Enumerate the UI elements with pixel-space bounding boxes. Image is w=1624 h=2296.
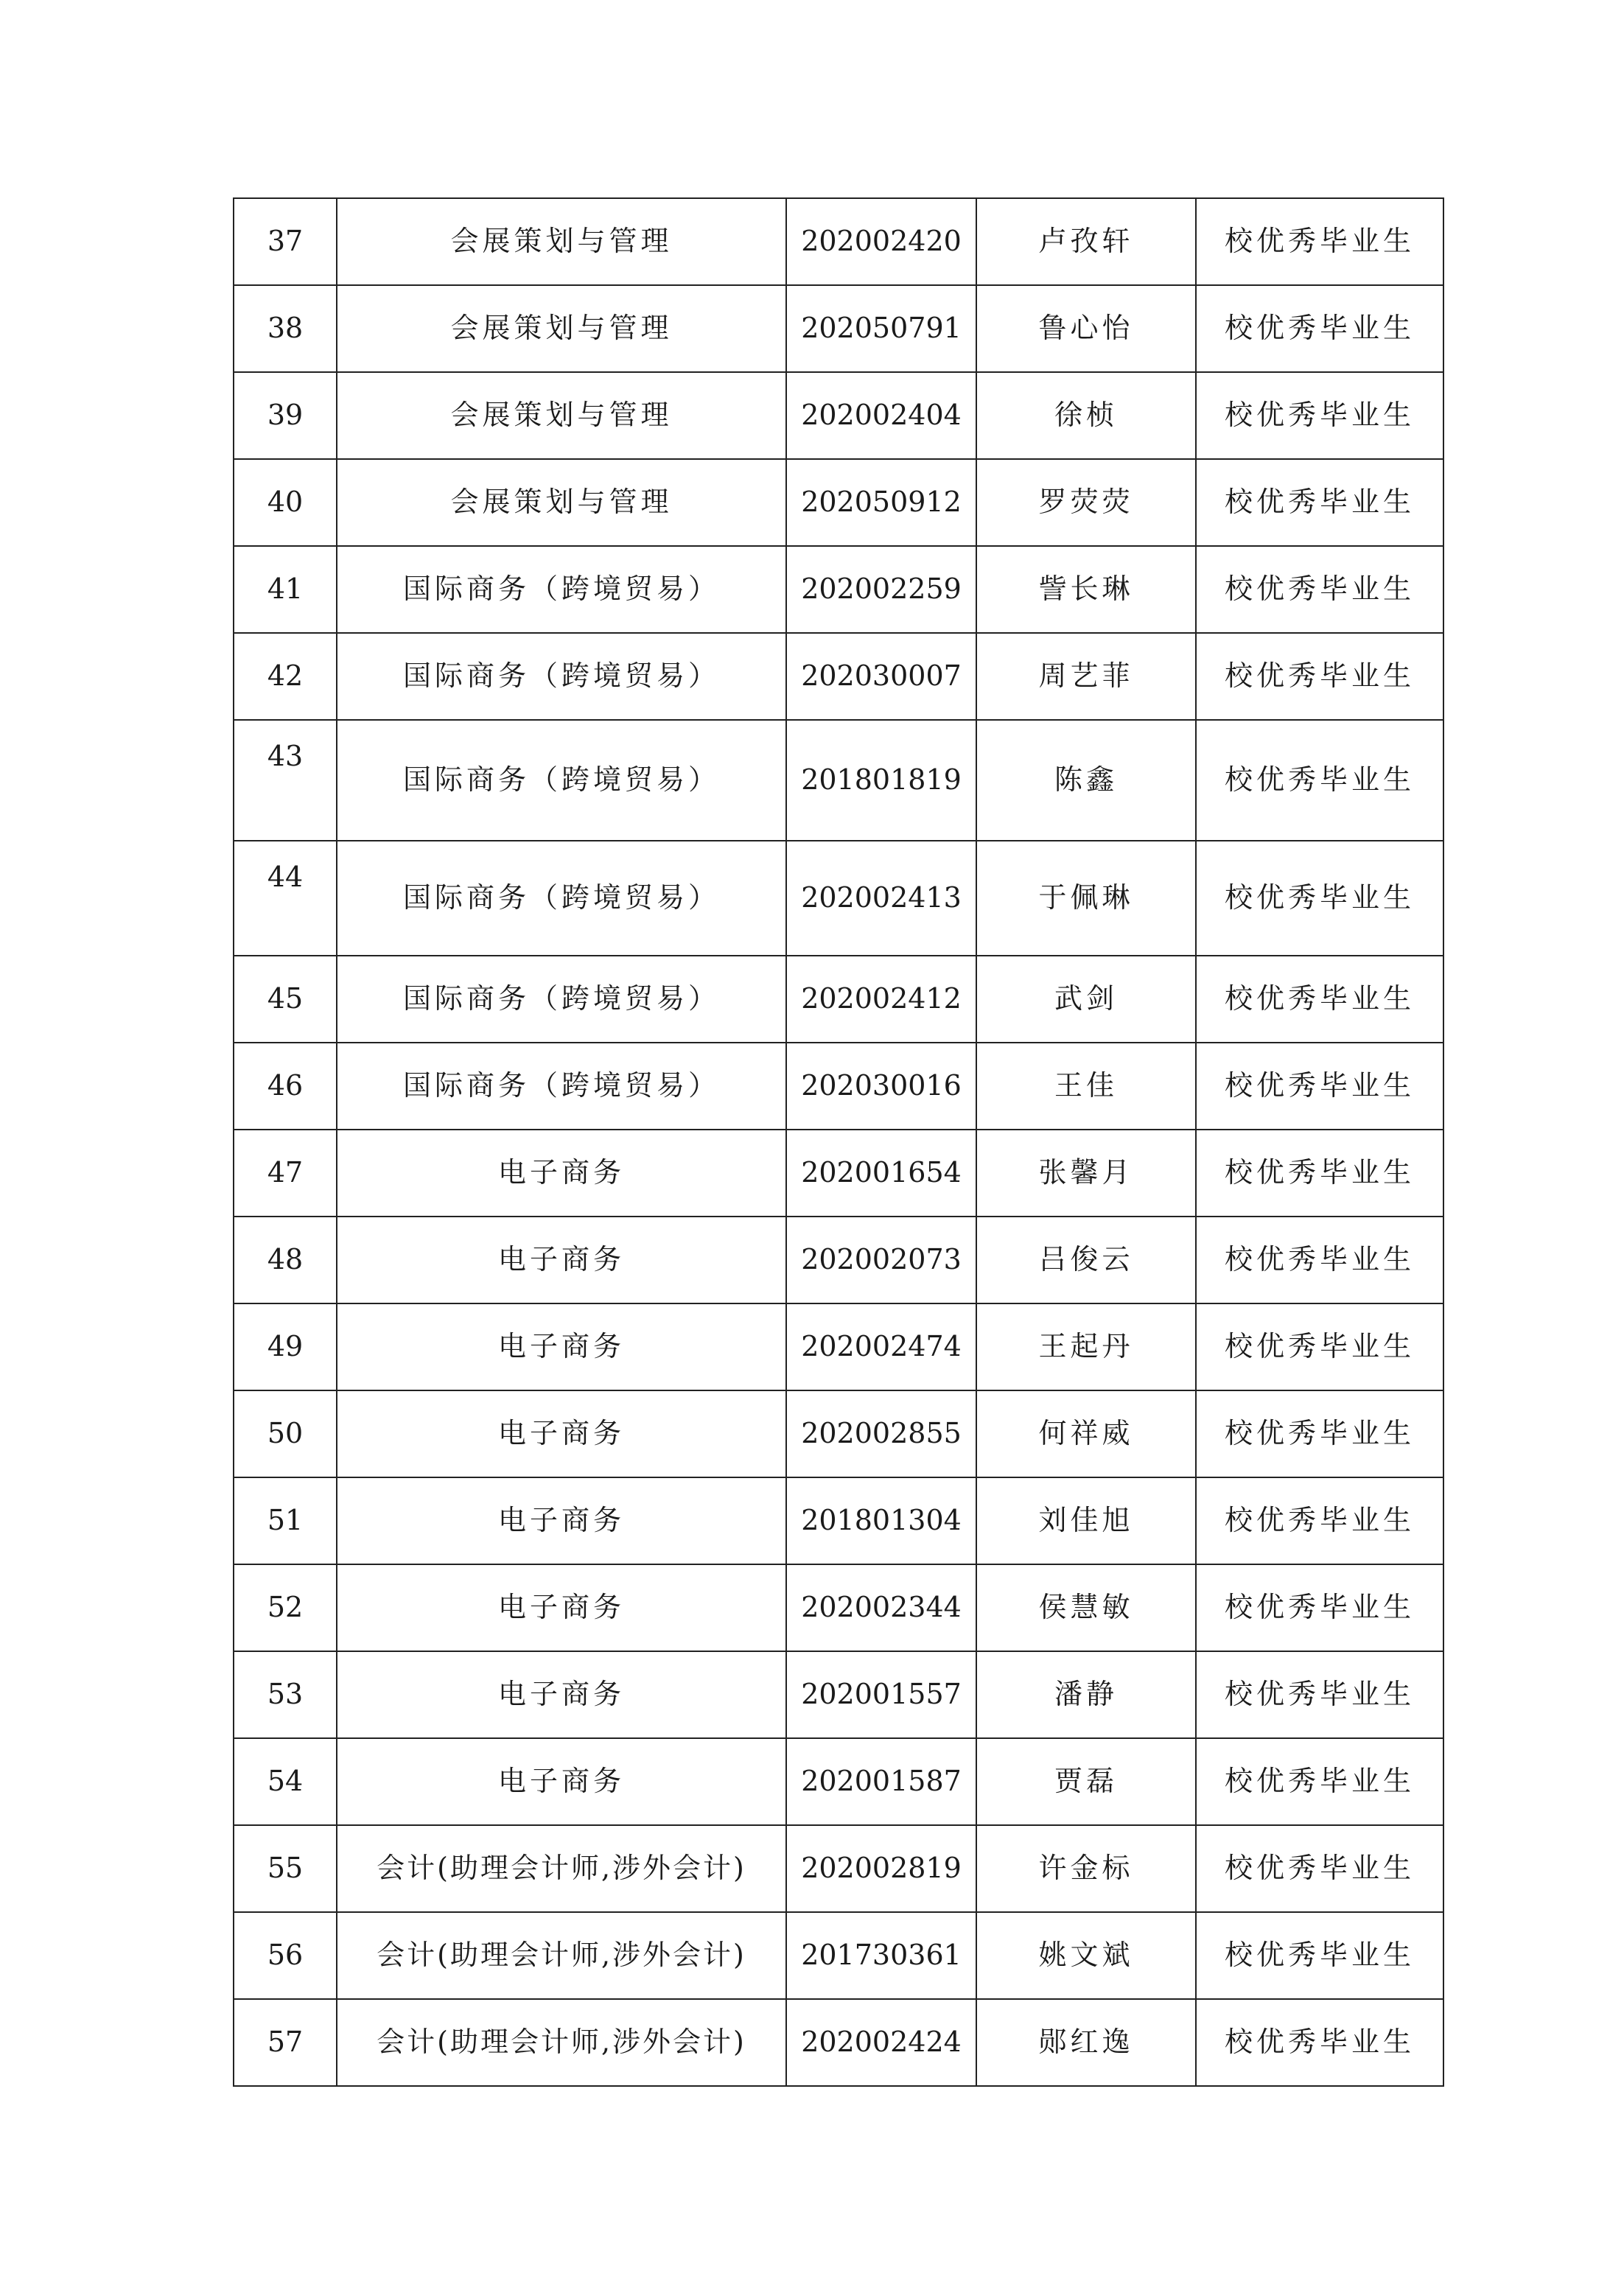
award-cell: 校优秀毕业生 [1196,372,1443,459]
award-cell: 校优秀毕业生 [1196,285,1443,372]
table-row [234,285,1443,372]
student-id-cell: 202002420 [786,198,976,285]
major-cell: 电子商务 [337,1738,786,1825]
major-cell: 国际商务（跨境贸易） [337,841,786,956]
award-cell: 校优秀毕业生 [1196,1303,1443,1390]
row-number: 50 [234,1390,337,1477]
row-number: 43 [234,720,337,841]
row-number: 48 [234,1217,337,1303]
student-id-cell: 202002344 [786,1564,976,1651]
award-cell: 校优秀毕业生 [1196,841,1443,956]
major-cell: 国际商务（跨境贸易） [337,720,786,841]
award-cell: 校优秀毕业生 [1196,1912,1443,1999]
table-row [234,720,1443,841]
student-name-cell: 潘静 [976,1651,1196,1738]
student-name-cell: 周艺菲 [976,633,1196,720]
major-cell: 电子商务 [337,1217,786,1303]
row-number: 37 [234,198,337,285]
row-number: 49 [234,1303,337,1390]
award-cell: 校优秀毕业生 [1196,633,1443,720]
student-name-cell: 陈鑫 [976,720,1196,841]
student-id-cell: 202002424 [786,1999,976,2086]
row-number: 44 [234,841,337,956]
major-cell: 会展策划与管理 [337,285,786,372]
major-cell: 会计(助理会计师,涉外会计) [337,1825,786,1912]
row-number: 56 [234,1912,337,1999]
table-row [234,198,1443,285]
table-row [234,1390,1443,1477]
table-row [234,1738,1443,1825]
student-name-cell: 刘佳旭 [976,1477,1196,1564]
row-number: 39 [234,372,337,459]
student-id-cell: 202002404 [786,372,976,459]
row-number: 52 [234,1564,337,1651]
student-name-cell: 张馨月 [976,1130,1196,1217]
award-cell: 校优秀毕业生 [1196,1564,1443,1651]
student-id-cell: 202002413 [786,841,976,956]
major-cell: 国际商务（跨境贸易） [337,1043,786,1130]
award-cell: 校优秀毕业生 [1196,1477,1443,1564]
table-row [234,546,1443,633]
table-row [234,372,1443,459]
major-cell: 电子商务 [337,1303,786,1390]
student-id-cell: 202001587 [786,1738,976,1825]
table-row [234,1303,1443,1390]
row-number: 42 [234,633,337,720]
student-name-cell: 姚文斌 [976,1912,1196,1999]
student-id-cell: 202002474 [786,1303,976,1390]
table-body [234,198,1443,2086]
student-name-cell: 侯慧敏 [976,1564,1196,1651]
student-name-cell: 訾长琳 [976,546,1196,633]
row-number: 41 [234,546,337,633]
student-name-cell: 贾磊 [976,1738,1196,1825]
student-name-cell: 于佩琳 [976,841,1196,956]
graduate-list-table [233,197,1444,2087]
award-cell: 校优秀毕业生 [1196,720,1443,841]
student-id-cell: 202002412 [786,956,976,1043]
student-id-cell: 202050912 [786,459,976,546]
major-cell: 国际商务（跨境贸易） [337,546,786,633]
student-name-cell: 卢孜轩 [976,198,1196,285]
award-cell: 校优秀毕业生 [1196,1825,1443,1912]
award-cell: 校优秀毕业生 [1196,546,1443,633]
major-cell: 电子商务 [337,1651,786,1738]
award-cell: 校优秀毕业生 [1196,198,1443,285]
student-id-cell: 202030007 [786,633,976,720]
award-cell: 校优秀毕业生 [1196,1651,1443,1738]
student-name-cell: 王起丹 [976,1303,1196,1390]
student-id-cell: 202002819 [786,1825,976,1912]
table-row [234,1825,1443,1912]
row-number: 46 [234,1043,337,1130]
student-name-cell: 郧红逸 [976,1999,1196,2086]
award-cell: 校优秀毕业生 [1196,956,1443,1043]
student-name-cell: 罗荧荧 [976,459,1196,546]
award-cell: 校优秀毕业生 [1196,1999,1443,2086]
major-cell: 电子商务 [337,1564,786,1651]
student-id-cell: 202002073 [786,1217,976,1303]
student-id-cell: 201801819 [786,720,976,841]
student-id-cell: 202030016 [786,1043,976,1130]
award-cell: 校优秀毕业生 [1196,459,1443,546]
student-id-cell: 202001557 [786,1651,976,1738]
table-row [234,1564,1443,1651]
row-number: 51 [234,1477,337,1564]
table-row [234,841,1443,956]
row-number: 45 [234,956,337,1043]
table-row [234,1912,1443,1999]
student-id-cell: 202001654 [786,1130,976,1217]
major-cell: 会计(助理会计师,涉外会计) [337,1912,786,1999]
student-name-cell: 鲁心怡 [976,285,1196,372]
major-cell: 会展策划与管理 [337,198,786,285]
table-row [234,1217,1443,1303]
row-number: 55 [234,1825,337,1912]
student-id-cell: 201730361 [786,1912,976,1999]
student-id-cell: 201801304 [786,1477,976,1564]
row-number: 40 [234,459,337,546]
major-cell: 会展策划与管理 [337,372,786,459]
major-cell: 会展策划与管理 [337,459,786,546]
student-name-cell: 王佳 [976,1043,1196,1130]
table-row [234,459,1443,546]
table-row [234,1477,1443,1564]
award-cell: 校优秀毕业生 [1196,1390,1443,1477]
row-number: 54 [234,1738,337,1825]
major-cell: 电子商务 [337,1130,786,1217]
major-cell: 国际商务（跨境贸易） [337,956,786,1043]
table-row [234,1130,1443,1217]
major-cell: 会计(助理会计师,涉外会计) [337,1999,786,2086]
student-id-cell: 202050791 [786,285,976,372]
student-id-cell: 202002855 [786,1390,976,1477]
table-row [234,1651,1443,1738]
row-number: 57 [234,1999,337,2086]
row-number: 38 [234,285,337,372]
student-name-cell: 许金标 [976,1825,1196,1912]
table-row [234,956,1443,1043]
student-name-cell: 徐桢 [976,372,1196,459]
award-cell: 校优秀毕业生 [1196,1130,1443,1217]
student-id-cell: 202002259 [786,546,976,633]
student-name-cell: 武剑 [976,956,1196,1043]
major-cell: 国际商务（跨境贸易） [337,633,786,720]
table-row [234,1999,1443,2086]
award-cell: 校优秀毕业生 [1196,1217,1443,1303]
student-name-cell: 何祥威 [976,1390,1196,1477]
major-cell: 电子商务 [337,1390,786,1477]
table-row [234,633,1443,720]
major-cell: 电子商务 [337,1477,786,1564]
award-cell: 校优秀毕业生 [1196,1043,1443,1130]
row-number: 47 [234,1130,337,1217]
student-name-cell: 吕俊云 [976,1217,1196,1303]
award-cell: 校优秀毕业生 [1196,1738,1443,1825]
row-number: 53 [234,1651,337,1738]
table-row [234,1043,1443,1130]
